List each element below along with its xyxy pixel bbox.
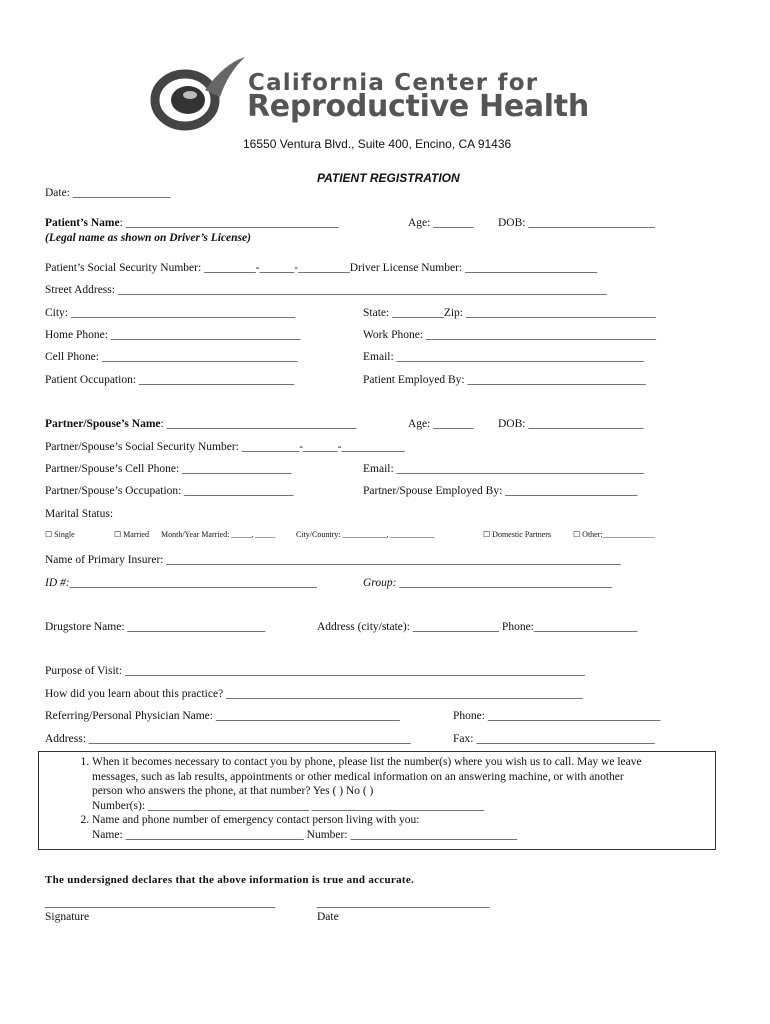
insurance-id-field[interactable]: ID #:___________________________________________: [45, 577, 317, 589]
clinic-logo-icon: [150, 55, 250, 135]
work-phone-field[interactable]: Work Phone: ________________________________________: [363, 329, 656, 341]
phone-contact-text-1: When it becomes necessary to contact you by phone, please list the number(s) where you wish us to call. May we leave: [92, 756, 642, 768]
partner-occupation-field[interactable]: Partner/Spouse’s Occupation: ___________________: [45, 485, 294, 497]
home-phone-field[interactable]: Home Phone: _________________________________: [45, 329, 301, 341]
emergency-contact-text: Name and phone number of emergency contact person living with you:: [92, 814, 420, 827]
email-field[interactable]: Email: ___________________________________________: [363, 351, 644, 363]
cell-phone-field[interactable]: Cell Phone: __________________________________: [45, 351, 298, 363]
form-title: PATIENT REGISTRATION: [317, 171, 460, 185]
patient-age-field[interactable]: Age: _______: [408, 217, 474, 229]
partner-ssn-field[interactable]: Partner/Spouse’s Social Security Number: __________-______-___________: [45, 441, 405, 453]
emergency-contact-item: [92, 813, 715, 842]
occupation-field[interactable]: Patient Occupation: ___________________________: [45, 374, 295, 386]
city-field[interactable]: City: _______________________________________: [45, 307, 296, 319]
legal-name-note: (Legal name as shown on Driver’s License): [45, 232, 251, 244]
partner-cell-field[interactable]: Partner/Spouse’s Cell Phone: ___________________: [45, 463, 292, 475]
employed-by-field[interactable]: Patient Employed By: _______________________________: [363, 374, 646, 386]
patient-name-label: Patient’s Name: [45, 217, 120, 229]
physician-fax-field[interactable]: Fax: _______________________________: [453, 733, 655, 745]
drugstore-name-field[interactable]: Drugstore Name: ________________________: [45, 621, 266, 633]
phone-numbers-field[interactable]: Number(s): ____________________________ ______________________________: [92, 799, 485, 812]
street-address-field[interactable]: Street Address: _____________________________________________________________________________________: [45, 284, 607, 296]
logo-text-line2: Reproductive Health: [247, 89, 589, 124]
partner-name-field[interactable]: [45, 418, 356, 430]
city-country-field[interactable]: City/Country: ___________, ___________: [296, 530, 435, 539]
clinic-address: 16550 Ventura Blvd., Suite 400, Encino, CA 91436: [243, 137, 512, 151]
domestic-partners-checkbox[interactable]: ☐ Domestic Partners: [483, 530, 552, 539]
single-checkbox[interactable]: ☐ Single: [45, 530, 75, 539]
contact-preferences-box: [38, 751, 716, 850]
married-checkbox[interactable]: ☐ Married: [114, 530, 149, 539]
signature-line[interactable]: ________________________________________: [45, 897, 275, 909]
referring-physician-field[interactable]: Referring/Personal Physician Name: ________________________________: [45, 710, 400, 722]
primary-insurer-field[interactable]: Name of Primary Insurer: _______________________________________________________________________________: [45, 554, 621, 566]
purpose-of-visit-field[interactable]: Purpose of Visit: ________________________________________________________________________________: [45, 665, 585, 677]
other-checkbox[interactable]: ☐ Other:_____________: [573, 530, 655, 539]
physician-address-field[interactable]: Address: ________________________________________________________: [45, 733, 411, 745]
partner-dob-field[interactable]: DOB: ____________________: [498, 418, 644, 430]
drugstore-address-phone-field[interactable]: Address (city/state): _______________ Phone:__________________: [317, 621, 638, 633]
phone-contact-text-3[interactable]: person who answers the phone, at that number? Yes ( ) No ( ): [92, 785, 374, 798]
state-zip-field[interactable]: State: _________Zip: _________________________________: [363, 307, 656, 319]
how-learned-field[interactable]: How did you learn about this practice? ______________________________________________________________: [45, 688, 583, 700]
partner-employed-field[interactable]: Partner/Spouse Employed By: _______________________: [363, 485, 638, 497]
declaration-text: The undersigned declares that the above information is true and accurate.: [45, 874, 415, 886]
phone-contact-text-2: messages, such as lab results, appointments or other medical information on an answering machine, or with another: [92, 770, 624, 783]
insurance-group-field[interactable]: Group: _____________________________________: [363, 577, 613, 589]
contact-list: [39, 755, 715, 843]
date-field[interactable]: Date: _________________: [45, 187, 171, 199]
date-line[interactable]: ______________________________: [317, 897, 490, 909]
partner-age-field[interactable]: Age: _______: [408, 418, 474, 430]
ssn-license-field[interactable]: Patient’s Social Security Number: _________-______-_________Driver License Number: _______________________: [45, 262, 598, 274]
marital-status-label: Marital Status:: [45, 508, 114, 520]
physician-phone-field[interactable]: Phone: ______________________________: [453, 710, 661, 722]
signature-label: Signature: [45, 911, 90, 923]
month-year-married-field[interactable]: Month/Year Married: _____, _____: [161, 530, 276, 539]
emergency-contact-fields[interactable]: Name: _______________________________ Number: _____________________________: [92, 828, 518, 841]
partner-name-label: Partner/Spouse’s Name: [45, 418, 161, 430]
patient-name-field[interactable]: [45, 217, 338, 229]
patient-dob-field[interactable]: DOB: ______________________: [498, 217, 655, 229]
partner-name-line: : _________________________________: [160, 418, 357, 430]
phone-contact-item: [92, 755, 715, 813]
partner-email-field[interactable]: Email: ___________________________________________: [363, 463, 644, 475]
logo-text-line1: California Center for: [248, 70, 539, 96]
patient-name-line: : _____________________________________: [119, 217, 339, 229]
date-label: Date: [317, 911, 339, 923]
